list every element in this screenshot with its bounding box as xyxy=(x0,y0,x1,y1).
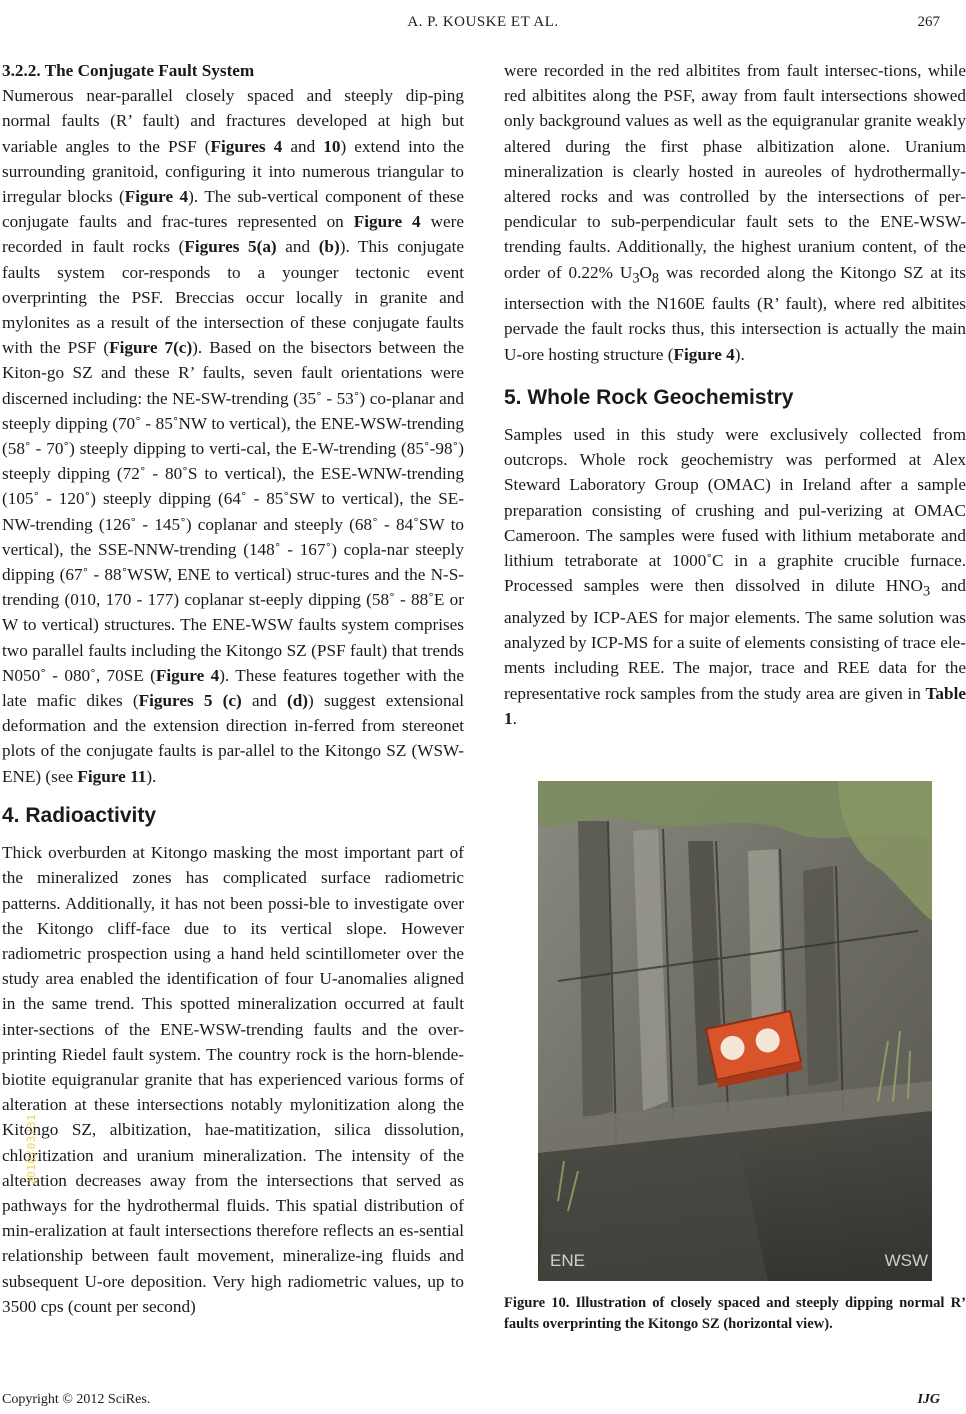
direction-label-wsw: WSW xyxy=(884,1251,928,1270)
figure-ref[interactable]: Figure 4 xyxy=(155,665,220,685)
section-title-geochemistry: 5. Whole Rock Geochemistry xyxy=(504,385,794,409)
figure-ref[interactable]: (d) xyxy=(287,691,309,711)
figure-ref[interactable]: Figure 4 xyxy=(124,187,189,207)
paragraph-conjugate-faults: Numerous near-parallel closely spaced and steeply dip-ping normal faults (R’ fault) and fractures developed at high but variable angles to the PSF (Figures 4 and 10) extend into the surrounding granitoid, configuring it into numerous triangular to irregular blocks (Figure 4). The sub-vertical component of these conjugate faults and frac-tures represented on Figure 4 were recorded in fault rocks (Figures 5(a) and (b)). This conjugate faults system cor-responds to a younger tectonic event overprinting the PSF. Breccias occur locally in granite and mylonites as a result of the intersection of these conjugate faults with the PSF (Figure 7(c)). Based on the bisectors between the Kiton-go SZ and these R’ faults, seven fault orientations were discerned including: the NE-SW-trending (35˚ - 53˚) co-planar and steeply dipping (70˚ - 85˚NW to vertical), the ENE-WSW-trending (58˚ - 70˚) steeply dipping to verti-cal, the E-W-trending (85˚-98˚) steeply dipping (72˚ - 80˚S to vertical), the ESE-WNW-trending (105˚ - 120˚) steeply dipping (64˚ - 85˚SW to vertical), the SE-NW-trending (126˚ - 145˚) coplanar and steeply (68˚ - 84˚SW to vertical), the SSE-NNW-trending (148˚ - 167˚) copla-nar steeply dipping (67˚ - 88˚WSW, ENE to vertical) struc-tures and the N-S-trending (010, 170 - 177) coplanar st-eeply dipping (58˚ - 88˚E or W to vertical) structures. The ENE-WSW faults system comprises two parallel faults including the Kitongo SZ (PSF fault) that trends N050˚ - 080˚, 70SE (Figure 4). These features together with the late mafic dikes (Figures 5 (c) and (d)) suggest extensional deformation and the extension direction in-ferred from stereonet plots of the conjugate faults is par-allel to the Kitongo SZ (WSW- ENE) (see Figure 11). xyxy=(2,86,465,786)
right-column xyxy=(504,58,966,731)
direction-label-ene: ENE xyxy=(550,1251,585,1270)
figure-ref[interactable]: (b) xyxy=(318,237,340,257)
figure-ref[interactable]: Figure 11 xyxy=(77,766,147,786)
figure-ref[interactable]: Figure 4 xyxy=(353,212,421,232)
paragraph-geochemistry: Samples used in this study were exclusively collected from outcrops. Whole rock geochemistry was performed at Alex Steward Laboratory Group (OMAC) in Ireland after a sample preparation consisting of crushing and pul-verizing at OMAC Cameroon. The samples were fused with lithium metaborate and lithium tetraborate at 1000˚C in a graphite crucible furnace. Processed samples were then dissolved in dilute $HNO_3$ and analyzed by ICP-AES for major elements. The same solution was analyzed by ICP-MS for a suite of elements consisting of trace ele-ments including REE. The major, trace and REE data for the representative rock samples from the study area are given in Table 1. xyxy=(504,425,966,728)
outcrop-photo-illustration xyxy=(538,781,932,1281)
figure-10-photo xyxy=(538,781,932,1281)
photo-date-stamp: 2010/03/31 xyxy=(25,1113,38,1185)
running-header xyxy=(0,14,966,36)
figure-caption: Figure 10. Illustration of closely spaced and steeply dipping normal R’ faults overprinting the Kitongo SZ (horizontal view). xyxy=(504,1295,966,1332)
paragraph-radioactivity-cont: were recorded in the red albitites from fault intersec-tions, while red albitites along the PSF, away from fault intersections showed only background values as well as the equigranular granite weakly altered during the first phase albitization alone. Uranium mineralization is clearly hosted in aureoles of hydrothermally-altered rocks and was controlled by the intersections of per-pendicular to sub-perpendicular fault sets to the ENE-WSW-trending faults. Additionally, the highest uranium content, of the order of 0.22% $U_3O_8$ was recorded along the Kitongo SZ at its intersection with the N160E faults (R’ fault), where red albitites pervade the fault rocks thus, this intersection is actually the main U-ore hosting structure (Figure 4). xyxy=(504,61,966,364)
header-authors: A. P. KOUSKE ET AL. xyxy=(407,14,559,30)
page-number: 267 xyxy=(917,14,940,30)
left-column xyxy=(2,58,464,1319)
copyright-notice: Copyright © 2012 SciRes. xyxy=(2,1392,151,1407)
figure-ref[interactable]: Figures 4 xyxy=(210,136,283,156)
table-ref[interactable]: Table 1 xyxy=(504,683,966,728)
figure-ref[interactable]: Figures 5 (c) xyxy=(138,691,242,711)
paragraph-radioactivity: Thick overburden at Kitongo masking the most important part of the mineralized zones has complicated surface radiometric patterns. Additionally, it has not been possi-ble to investigate over the Kitongo cliff-face due to its vertical slope. However radiometric prospection using a hand held scintillometer over the study area enabled the identification of four U-anomalies aligned in the same trend. This spotted mineralization occurred at fault inter-sections of the ENE-WSW-trending faults and the over-printing Riedel fault system. The country rock is the horn-blende-biotite equigranular granite that has experienced various forms of alteration at these intersections notably mylonitization along the Kitongo SZ, albitization, hae-matitization, silica dissolution, chloritization and uranium mineralization. The intensity of the alteration decreases away from the intersections that served as pathways for the hydrothermal fluids. This spatial distribution of min-eralization at fault intersections therefore reflects an es-sential relationship between fault movement, mineralize-ing fluids and subsequent U-ore deposition. Very high radiometric values, up to 3500 cps (count per second) xyxy=(2,843,464,1316)
figure-ref[interactable]: 10 xyxy=(323,136,341,156)
figure-ref[interactable]: Figure 4 xyxy=(673,344,735,364)
figure-ref[interactable]: Figures 5(a) xyxy=(184,237,277,257)
subsection-title: 3.2.2. The Conjugate Fault System xyxy=(2,61,255,80)
section-title-radioactivity: 4. Radioactivity xyxy=(2,803,157,827)
figure-ref[interactable]: Figure 7(c) xyxy=(109,338,193,358)
journal-abbrev: IJG xyxy=(917,1392,940,1407)
